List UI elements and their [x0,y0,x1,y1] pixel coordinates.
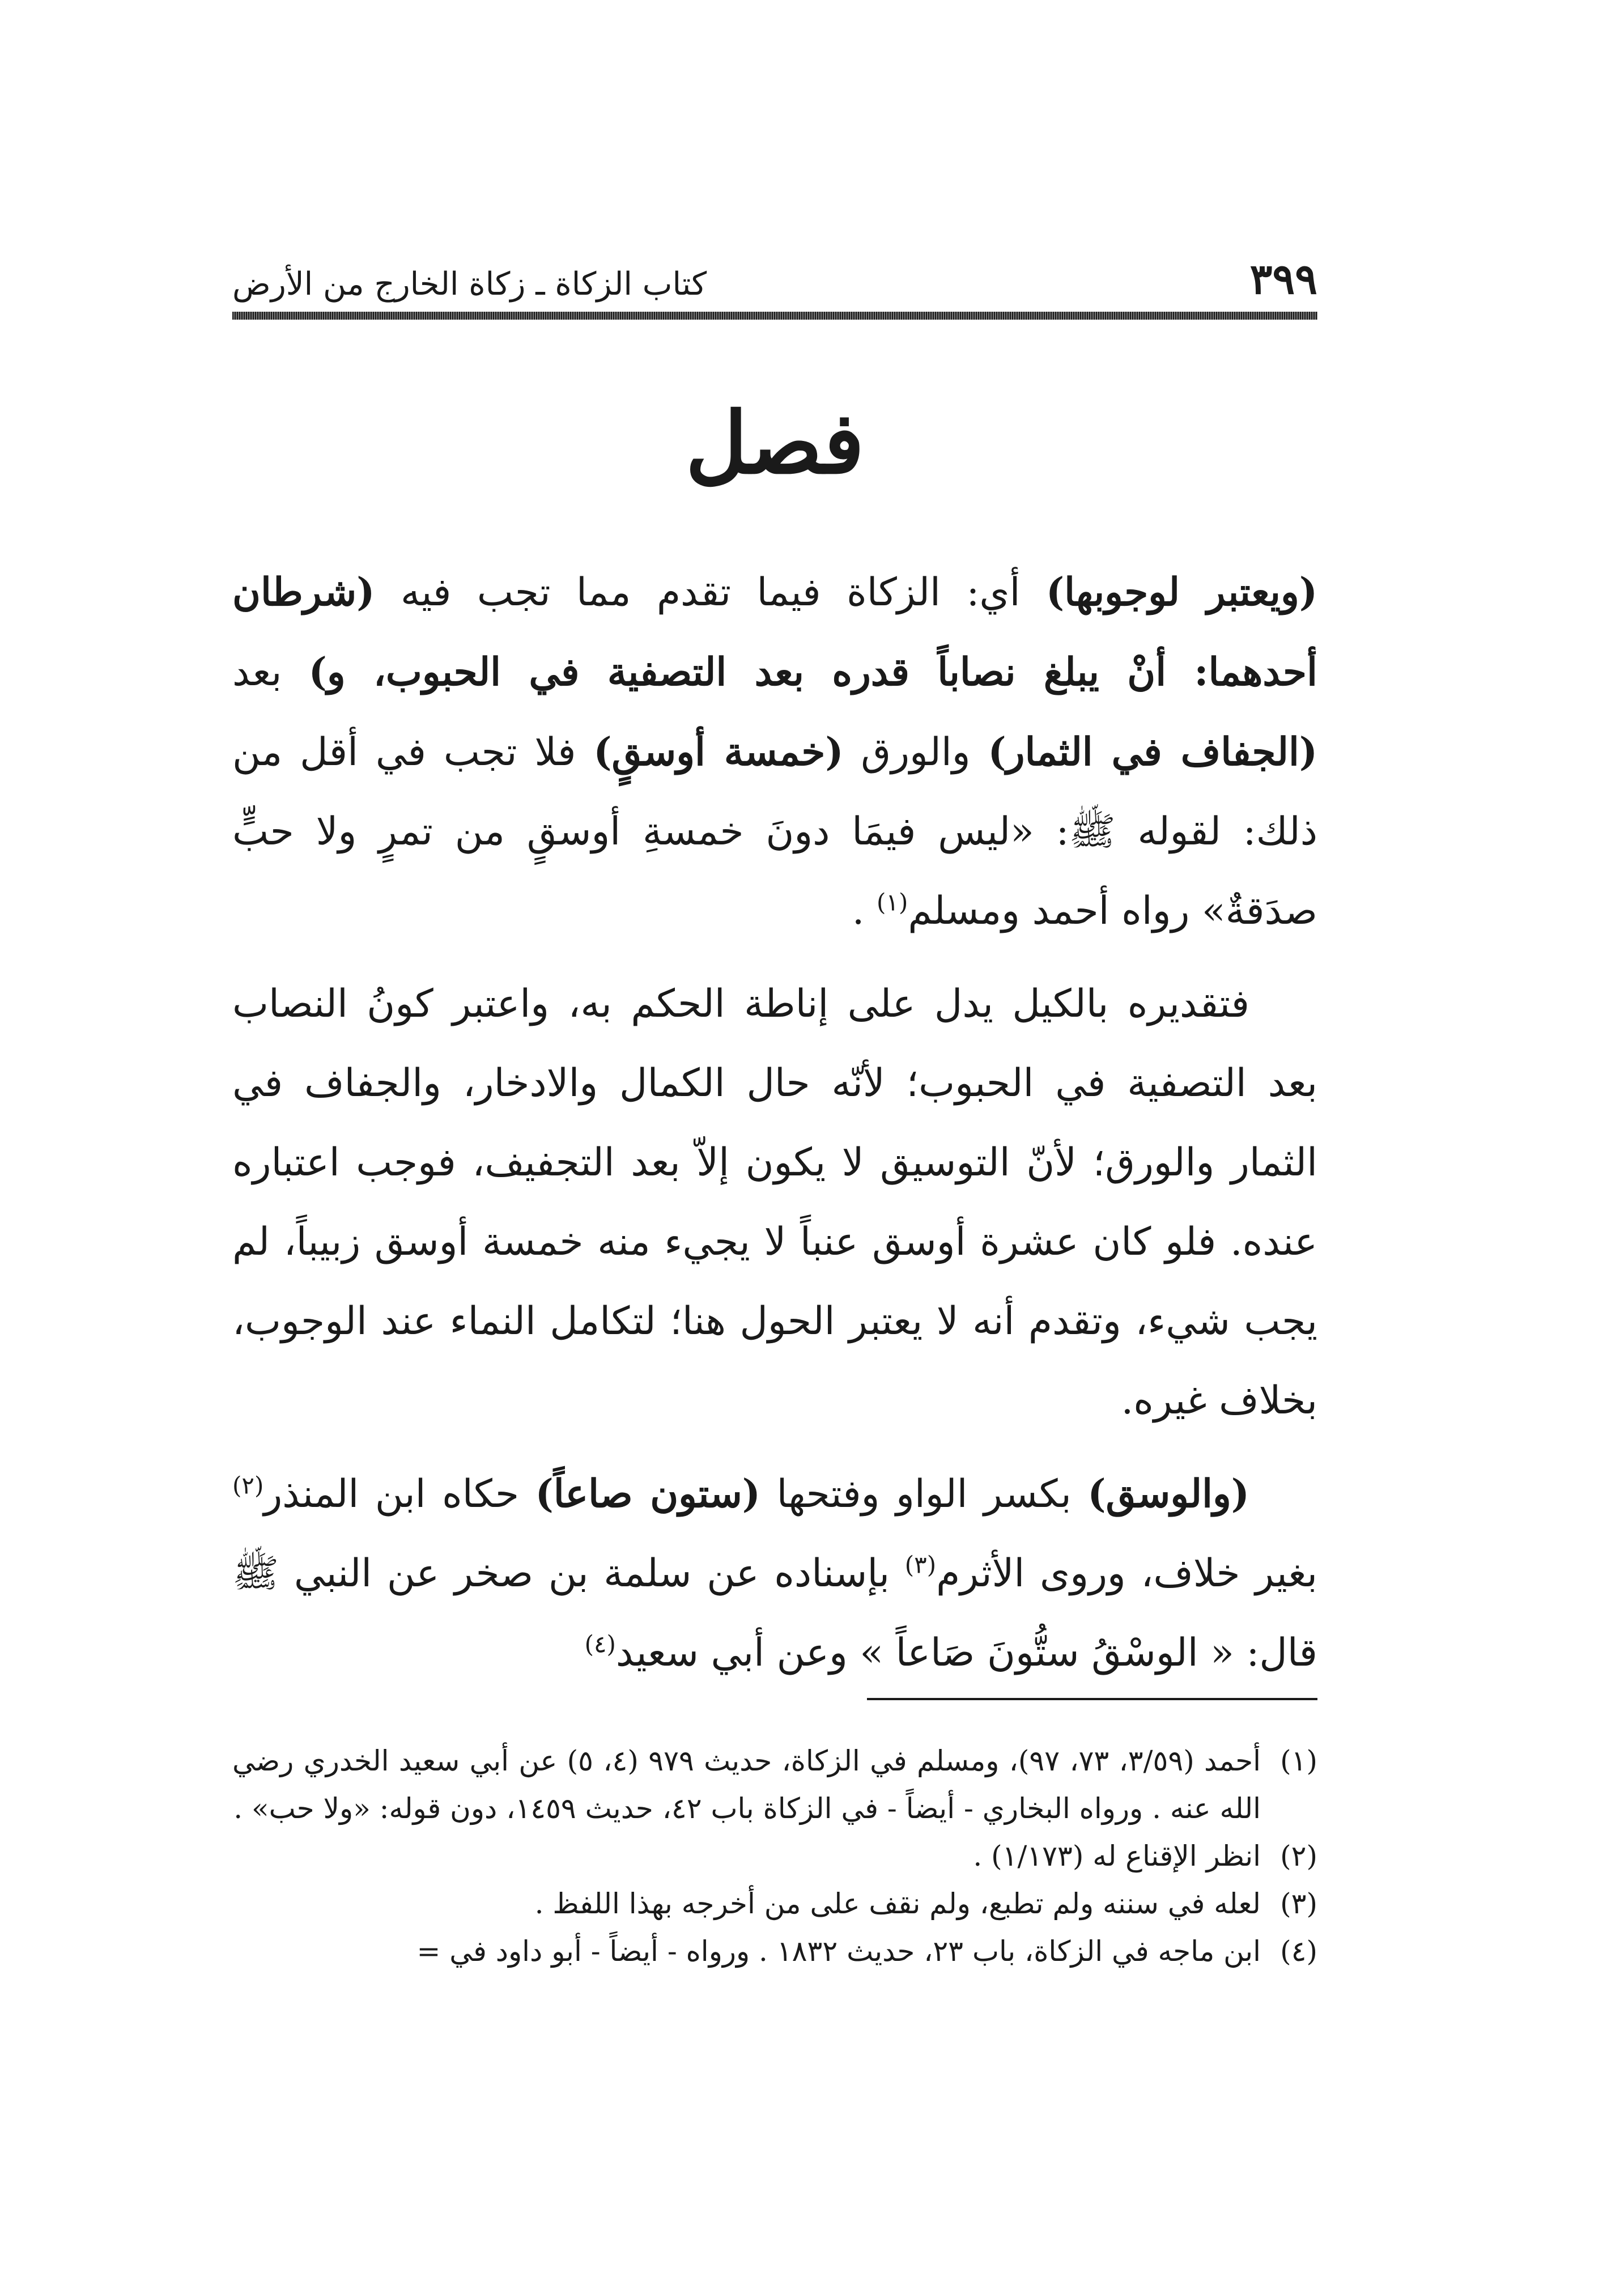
page-number: ٣٩٩ [1249,255,1317,304]
sharh-text: بإسناده عن سلمة بن صخر عن النبي ﷺ قال: « الوسْقُ ستُّونَ صَاعاً » وعن أبي سعيد [232,1551,1317,1675]
footnote-4 [232,1927,1317,1975]
footnote-divider [867,1698,1317,1700]
footnote-text: انظر الإقناع له (١/١٧٣) . [973,1840,1261,1872]
sharh-text: بكسر الواو وفتحها [760,1472,1088,1517]
paragraph-2 [232,965,1317,1441]
matn-text: (خمسة أوسقٍ) [593,729,844,775]
footnote-3 [232,1880,1317,1927]
footnote-number: (١) [1280,1744,1317,1777]
footnote-text: ابن ماجه في الزكاة، باب ٢٣، حديث ١٨٣٢ . ورواه - أيضاً - أبو داود في = [416,1935,1261,1968]
sharh-text: حكاه ابن المنذر [263,1472,535,1517]
main-text [232,553,1317,1706]
matn-text: (ستون صاعاً) [535,1471,760,1517]
sharh-text: فلا تجب في أقل من ذلك: لقوله ﷺ: «ليس فيمَا دونَ خمسةِ أوسقٍ من تمرٍ ولا حبٍّ صدَقةٌ» رواه أحمد ومسلم [232,730,1317,933]
header-divider [232,312,1317,320]
sharh-text: والورق [843,730,988,775]
paragraph-3 [232,1454,1317,1693]
footnote-text: لعله في سننه ولم تطبع، ولم نقف على من أخرجه بهذا اللفظ . [534,1887,1261,1920]
footnote-reference: (٤) [584,1630,616,1658]
sharh-text: أي: الزكاة فيما تقدم مما تجب فيه [375,570,1046,615]
paragraph-1 [232,553,1317,951]
page-header [232,249,1317,304]
footnote-2 [232,1832,1317,1880]
footnote-number: (٤) [1280,1935,1317,1968]
footnote-1 [232,1737,1317,1832]
sharh-text: . [852,889,877,933]
footnotes [232,1737,1317,1975]
footnote-number: (٣) [1280,1887,1317,1920]
matn-text: (الجفاف في الثمار) [988,729,1318,775]
footnote-reference: (٢) [232,1471,264,1500]
sharh-text: بغير خلاف، وروى الأثرم [936,1551,1317,1596]
footnote-text: أحمد (٣/٥٩، ٧٣، ٩٧)، ومسلم في الزكاة، حديث ٩٧٩ (٤، ٥) عن أبي سعيد الخدري رضي الله عنه . ورواه البخاري - أيضاً - في الزكاة باب ٤٢، حديث ١٤٥٩، دون قوله: «ولا حب» . [232,1744,1261,1825]
footnote-reference: (٣) [904,1551,937,1579]
footnote-number: (٢) [1280,1840,1317,1872]
matn-text: (شرطان أحدهما: أنْ يبلغ نصاباً قدره بعد التصفية في الحبوب، و) [232,570,1317,695]
running-title: كتاب الزكاة ـ زكاة الخارج من الأرض [232,266,707,303]
footnote-reference: (١) [876,888,908,916]
sharh-text: بعد [232,650,309,695]
section-title: فصل [685,393,865,493]
matn-text: (ويعتبر لوجوبها) [1045,570,1317,615]
matn-text: (والوسق) [1087,1471,1249,1517]
sharh-text: فتقديره بالكيل يدل على إناطة الحكم به، واعتبر كونُ النصاب بعد التصفية في الحبوب؛ لأنّه حال الكمال والادخار، والجفاف في الثمار والورق؛ لأنّ التوسيق لا يكون إلاّ بعد التجفيف، فوجب اعتباره عنده. فلو كان عشرة أوسق عنباً لا يجيء منه خمسة أوسق زبيباً، لم يجب شيء، وتقدم أنه لا يعتبر الحول هنا؛ لتكامل النماء عند الوجوب، بخلاف غيره. [232,982,1317,1423]
